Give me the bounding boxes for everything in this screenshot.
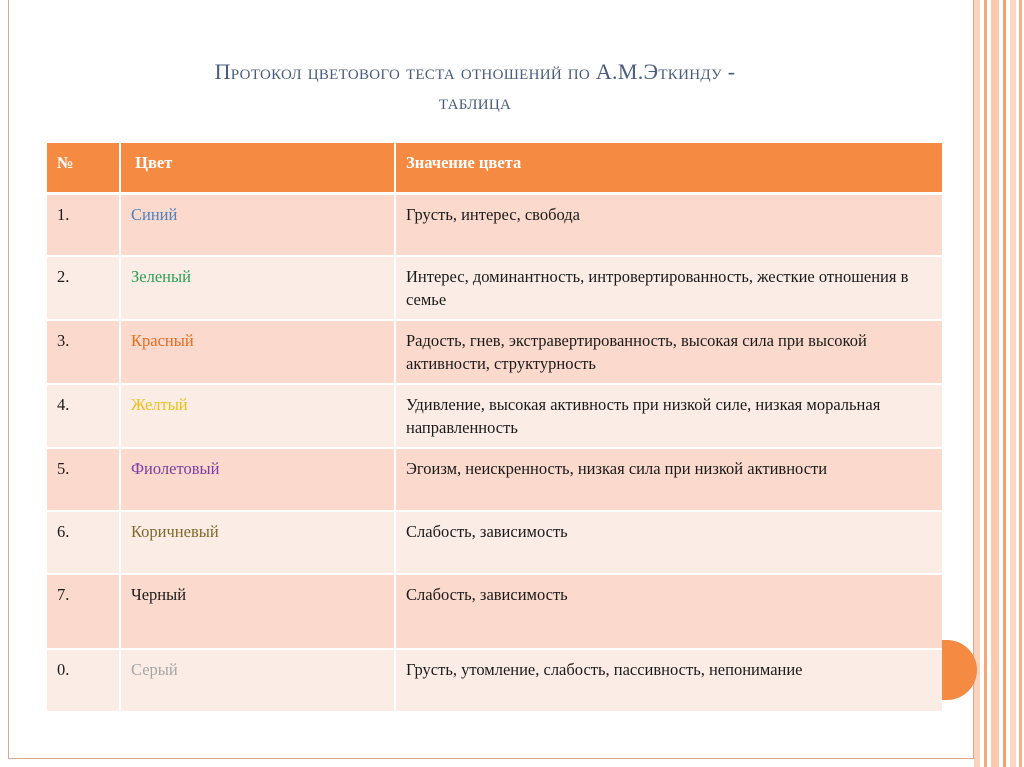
row-number: 5. xyxy=(47,448,120,511)
row-meaning: Удивление, высокая активность при низкой силе, низкая моральная направленность xyxy=(395,384,942,448)
row-number: 3. xyxy=(47,320,120,384)
row-meaning: Эгоизм, неискренность, низкая сила при низкой активности xyxy=(395,448,942,511)
table-row xyxy=(47,574,942,649)
table-header-row xyxy=(47,143,942,193)
row-meaning: Грусть, утомление, слабость, пассивность, непонимание xyxy=(395,649,942,712)
table-row xyxy=(47,193,942,256)
table-row xyxy=(47,649,942,712)
row-meaning: Интерес, доминантность, интровертированность, жесткие отношения в семье xyxy=(395,256,942,320)
row-meaning: Грусть, интерес, свобода xyxy=(395,193,942,256)
row-meaning: Слабость, зависимость xyxy=(395,574,942,649)
row-number: 2. xyxy=(47,256,120,320)
table-row xyxy=(47,384,942,448)
slide-title xyxy=(60,57,890,117)
row-number: 0. xyxy=(47,649,120,712)
title-line-1: Протокол цветового теста отношений по А.М.Эткинду - xyxy=(214,59,736,84)
row-number: 1. xyxy=(47,193,120,256)
row-color: Коричневый xyxy=(120,511,395,574)
header-meaning: Значение цвета xyxy=(395,143,942,193)
header-color: Цвет xyxy=(120,143,395,193)
color-test-table xyxy=(47,143,942,713)
title-line-2: таблица xyxy=(438,89,512,114)
row-color: Фиолетовый xyxy=(120,448,395,511)
table-row xyxy=(47,448,942,511)
table-row xyxy=(47,511,942,574)
row-color: Красный xyxy=(120,320,395,384)
row-color: Синий xyxy=(120,193,395,256)
row-color: Черный xyxy=(120,574,395,649)
decorative-stripes xyxy=(974,0,1024,767)
row-meaning: Слабость, зависимость xyxy=(395,511,942,574)
table-row xyxy=(47,256,942,320)
row-number: 7. xyxy=(47,574,120,649)
row-number: 4. xyxy=(47,384,120,448)
row-color: Серый xyxy=(120,649,395,712)
table-row xyxy=(47,320,942,384)
row-number: 6. xyxy=(47,511,120,574)
row-color: Зеленый xyxy=(120,256,395,320)
row-color: Желтый xyxy=(120,384,395,448)
row-meaning: Радость, гнев, экстравертированность, высокая сила при высокой активности, структурность xyxy=(395,320,942,384)
header-number: № xyxy=(47,143,120,193)
